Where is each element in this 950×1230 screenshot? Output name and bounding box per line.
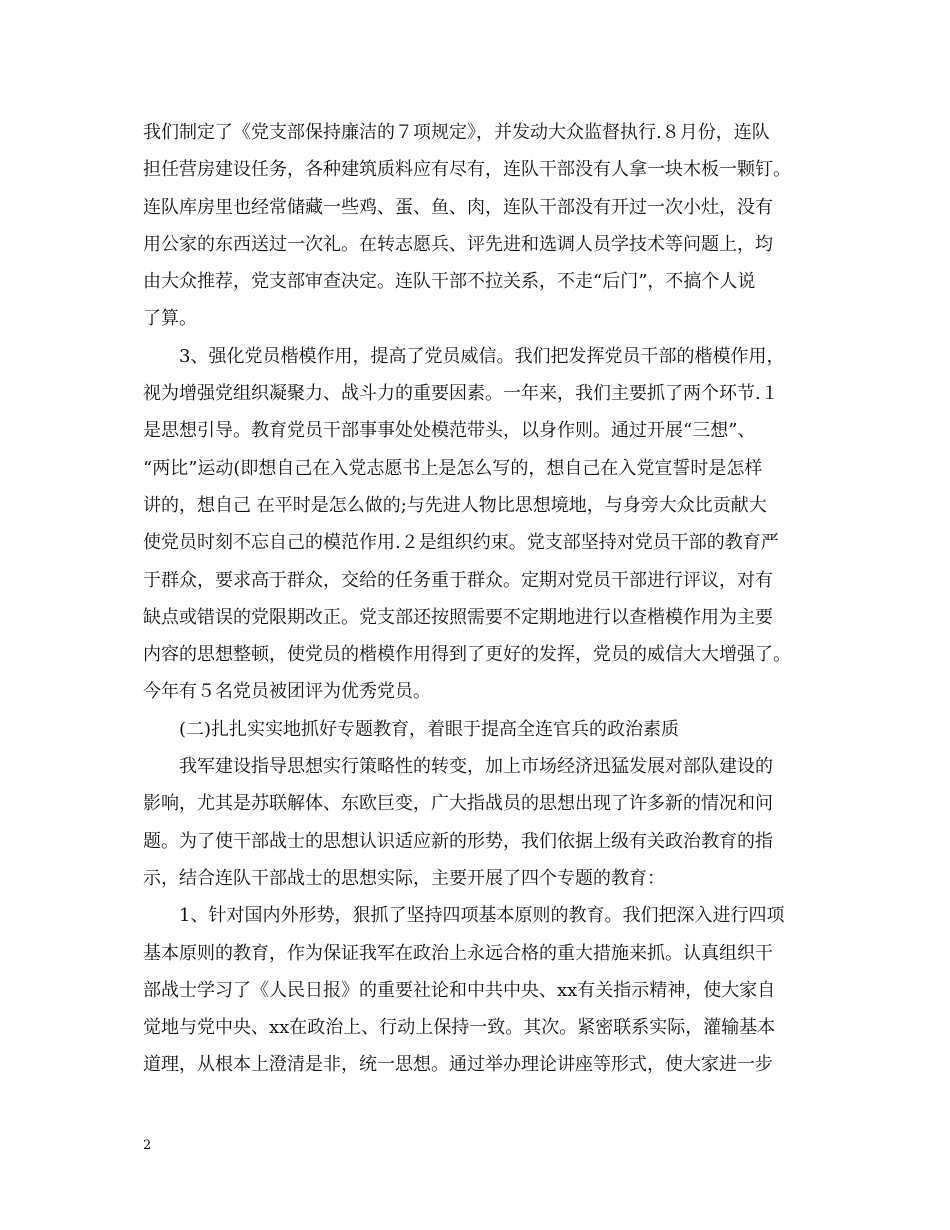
paragraph-start-line: 我军建设指导思想实行策略性的转变，加上市场经济迅猛发展对部队建设的 <box>179 756 773 778</box>
text-line: 使党员时刻不忘自己的模范作用.２是组织约束。党支部坚持对党员干部的教育严 <box>143 532 779 554</box>
text-line: 缺点或错误的党限期改正。党支部还按照需要不定期地进行以查楷模作用为主要 <box>143 606 773 628</box>
paragraph-start-line: 1、针对国内外形势，狠抓了坚持四项基本原则的教育。我们把深入进行四项 <box>179 905 785 927</box>
text-line: 题。为了使干部战士的思想认识适应新的形势，我们依据上级有关政治教育的指 <box>143 830 773 852</box>
text-line: 于群众，要求高于群众，交给的任务重于群众。定期对党员干部进行评议，对有 <box>143 569 773 591</box>
text-line: 是思想引导。教育党员干部事事处处模范带头，以身作则。通过开展“三想”、 <box>143 420 756 442</box>
text-line: 今年有５名党员被团评为优秀党员。 <box>143 681 431 703</box>
page-number: 2 <box>143 1138 152 1153</box>
paragraph-start-line: 3、强化党员楷模作用，提高了党员威信。我们把发挥党员干部的楷模作用， <box>179 345 785 367</box>
text-line: 了算。 <box>143 308 197 330</box>
text-line: “两比”运动(即想自己在入党志愿书上是怎么写的，想自己在入党宣誓时是怎样 <box>143 457 763 479</box>
text-line: 连队库房里也经常储藏一些鸡、蛋、鱼、肉，连队干部没有开过一次小灶，没有 <box>143 196 773 218</box>
text-line: 用公家的东西送过一次礼。在转志愿兵、评先进和选调人员学技术等问题上，均 <box>143 233 773 255</box>
text-line: 示，结合连队干部战士的思想实际，主要开展了四个专题的教育： <box>143 867 665 889</box>
text-line: 担任营房建设任务，各种建筑质料应有尽有，连队干部没有人拿一块木板一颗钉。 <box>143 159 791 181</box>
text-line: 由大众推荐，党支部审查决定。连队干部不拉关系，不走“后门”，不搞个人说 <box>143 271 756 293</box>
text-line: 讲的，想自己 在平时是怎么做的;与先进人物比思想境地，与身旁大众比贡献大 <box>143 494 767 516</box>
text-line: 道理，从根本上澄清是非，统一思想。通过举办理论讲座等形式，使大家进一步 <box>143 1054 773 1076</box>
text-line: 影响，尤其是苏联解体、东欧巨变，广大指战员的思想出现了许多新的情况和问 <box>143 793 773 815</box>
text-line: 觉地与党中央、xx在政治上、行动上保持一致。其次。紧密联系实际，灌输基本 <box>143 1017 776 1039</box>
text-line: 内容的思想整顿，使党员的楷模作用得到了更好的发挥，党员的威信大大增强了。 <box>143 644 791 666</box>
section-heading: (二)扎扎实实地抓好专题教育，着眼于提高全连官兵的政治素质 <box>179 718 680 740</box>
text-line: 基本原则的教育，作为保证我军在政治上永远合格的重大措施来抓。认真组织干 <box>143 942 773 964</box>
text-line: 我们制定了《党支部保持廉洁的７项规定》，并发动大众监督执行.８月份，连队 <box>143 122 770 143</box>
text-line: 视为增强党组织凝聚力、战斗力的重要因素。一年来，我们主要抓了两个环节.１ <box>143 383 779 405</box>
text-line: 部战士学习了《人民日报》的重要社论和中共中央、xx有关指示精神，使大家自 <box>143 979 776 1001</box>
document-body <box>143 114 808 1084</box>
